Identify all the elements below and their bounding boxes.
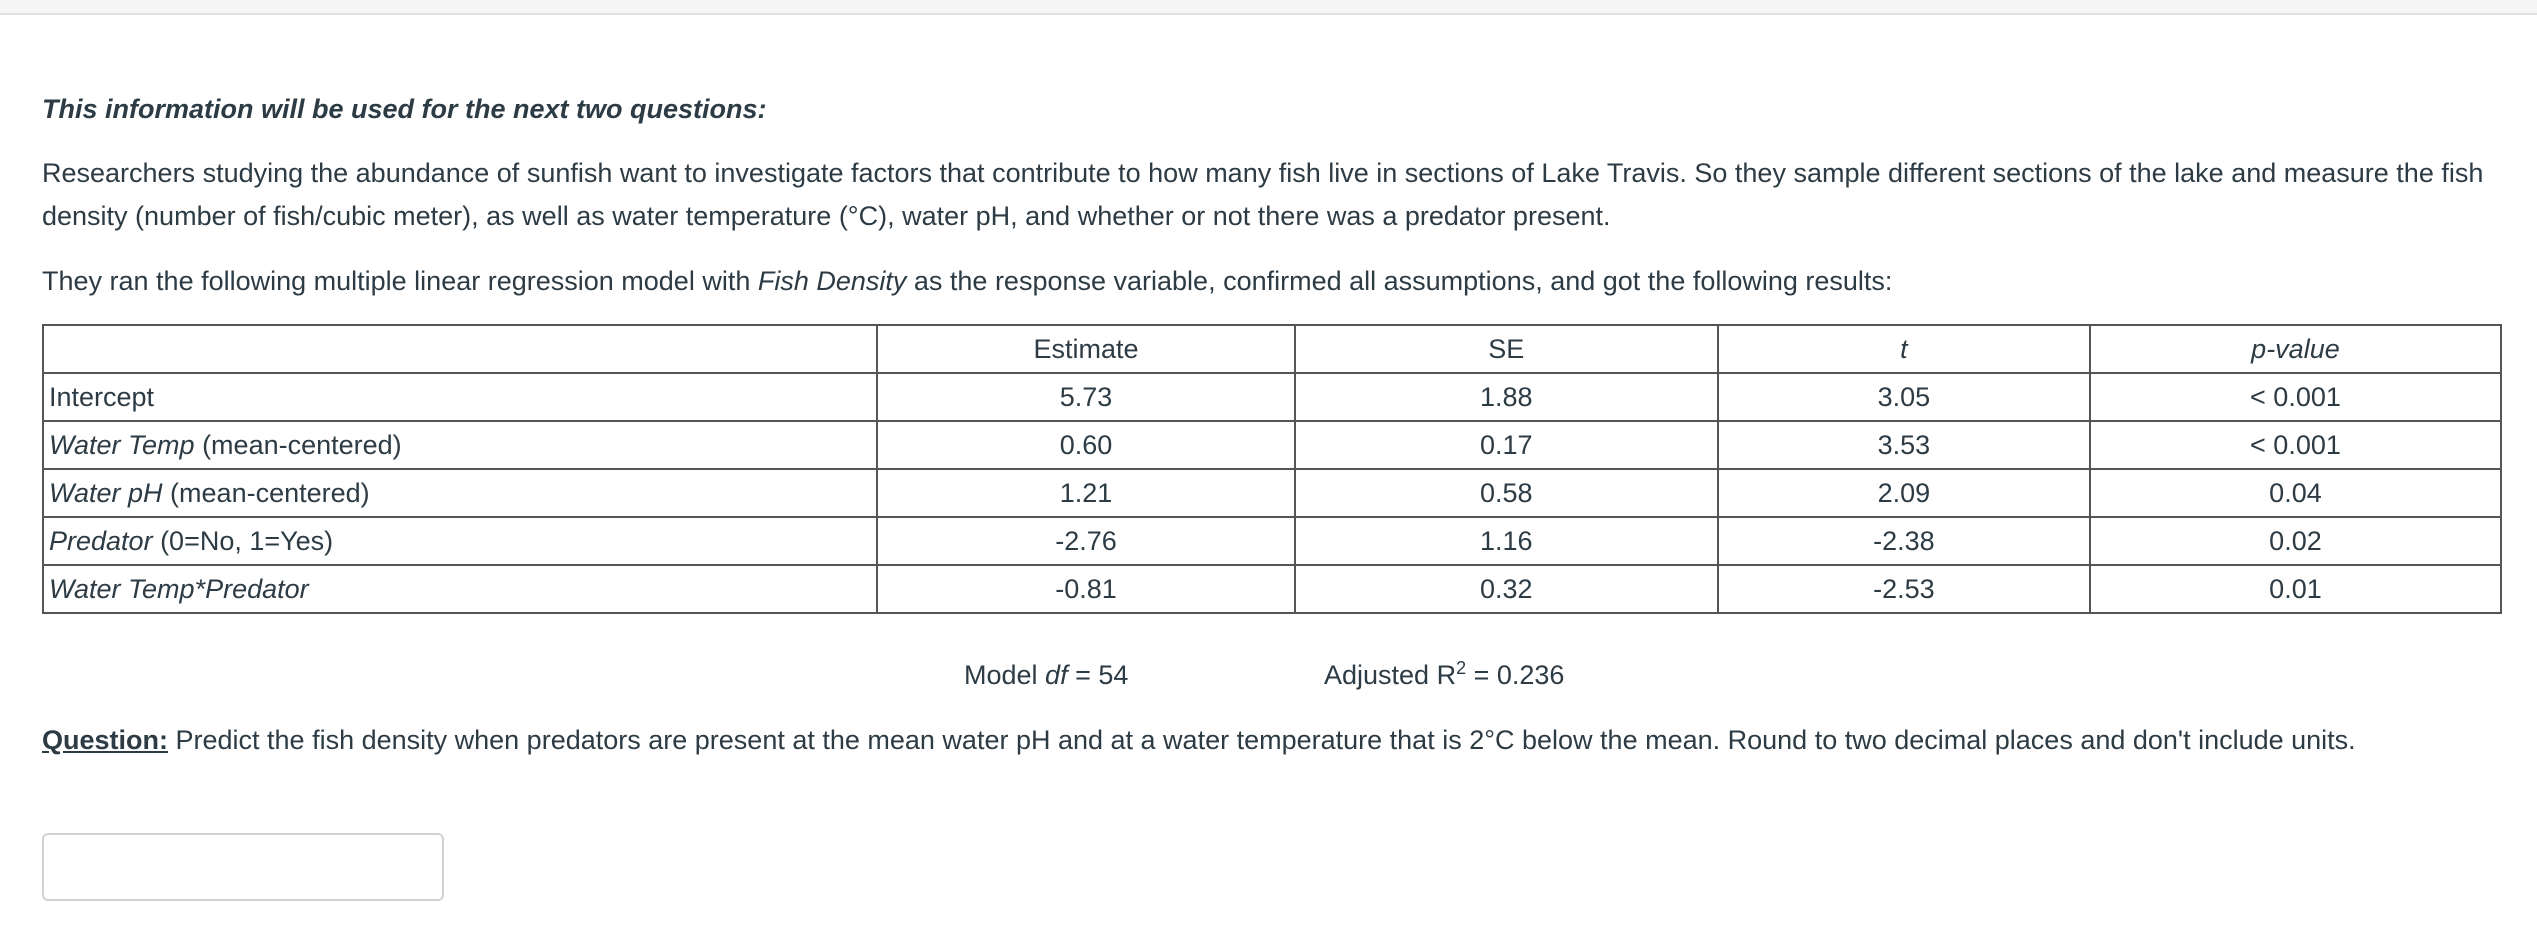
question-label: Question: [42,725,168,755]
table-row [43,421,2501,469]
cell-p-value: 0.01 [2090,565,2501,613]
response-variable: Fish Density [757,266,907,296]
header-t: t [1718,325,2090,373]
cell-se: 0.32 [1295,565,1718,613]
cell-se: 0.17 [1295,421,1718,469]
cell-se: 0.58 [1295,469,1718,517]
table-header-row [43,325,2501,373]
cell-t: 3.05 [1718,373,2090,421]
cell-se: 1.16 [1295,517,1718,565]
study-description: Researchers studying the abundance of sunfish want to investigate factors that contribute to how many fish live in sections of Lake Travis. So they sample different sections of the lake and measure the fish density (number of fish/cubic meter), as well as water temperature (°C), water pH, and whether or not there was a predator present. [42,158,2484,231]
answer-input[interactable] [42,833,444,901]
header-blank [43,325,877,373]
table-row [43,373,2501,421]
row-label-intercept: Intercept [43,373,877,421]
model-description [42,260,2502,303]
cell-p-value: 0.02 [2090,517,2501,565]
model-description-end: as the response variable, confirmed all assumptions, and got the following results: [906,266,1893,296]
regression-results-table [42,324,2502,614]
table-row [43,565,2501,613]
model-df: Model df = 54 [964,660,1129,690]
cell-se: 1.88 [1295,373,1718,421]
cell-p-value: < 0.001 [2090,373,2501,421]
adjusted-r-squared: Adjusted $R^2 = 0.236$ [1324,658,1565,690]
question-prompt [42,720,2522,760]
row-label-interaction: Water Temp*Predator [43,565,877,613]
intro-heading: This information will be used for the next two questions: [42,94,767,124]
cell-t: 2.09 [1718,469,2090,517]
question-text: Predict the fish density when predators are present at the mean water pH and at a water temperature that is 2°C below the mean. Round to two decimal places and don't include units. [168,725,2356,755]
table-row [43,469,2501,517]
cell-p-value: 0.04 [2090,469,2501,517]
cell-estimate: 0.60 [877,421,1294,469]
cell-p-value: < 0.001 [2090,421,2501,469]
header-p-value: p-value [2090,325,2501,373]
header-estimate: Estimate [877,325,1294,373]
model-summary [42,660,2502,700]
model-description-start: They ran the following multiple linear regression model with [42,266,758,296]
row-label-water-temp: Water Temp (mean-centered) [43,421,877,469]
cell-estimate: 5.73 [877,373,1294,421]
row-label-predator: Predator (0=No, 1=Yes) [43,517,877,565]
question-content [42,88,2502,755]
table-row [43,517,2501,565]
cell-estimate: 1.21 [877,469,1294,517]
cell-t: -2.38 [1718,517,2090,565]
row-label-water-ph: Water pH (mean-centered) [43,469,877,517]
cell-t: -2.53 [1718,565,2090,613]
header-se: SE [1295,325,1718,373]
top-border-strip [0,0,2537,15]
cell-t: 3.53 [1718,421,2090,469]
cell-estimate: -0.81 [877,565,1294,613]
cell-estimate: -2.76 [877,517,1294,565]
